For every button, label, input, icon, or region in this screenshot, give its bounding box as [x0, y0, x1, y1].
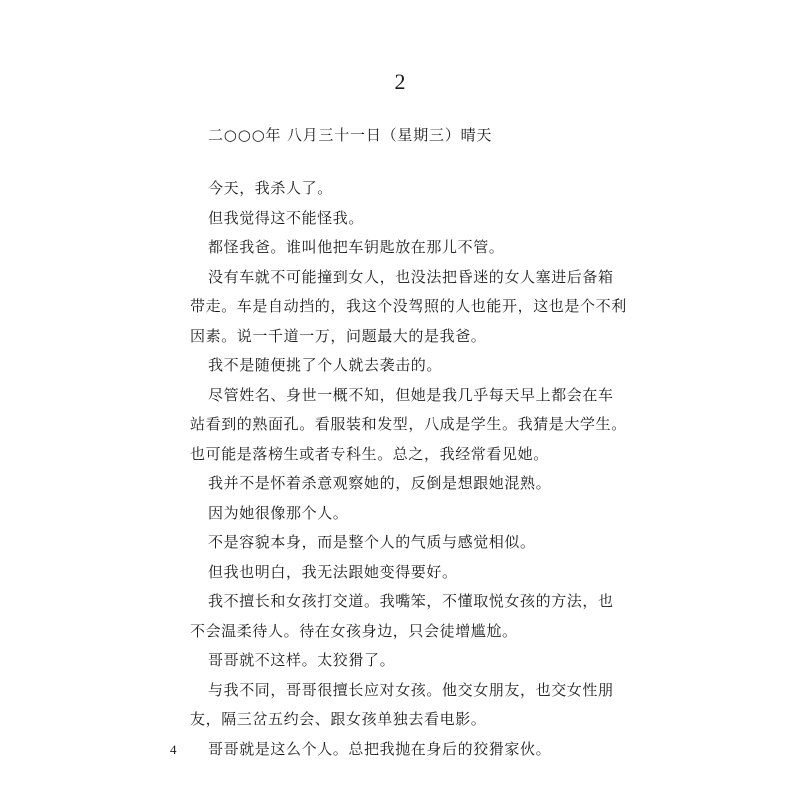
- paragraph: [190, 351, 600, 381]
- paragraph-line: 我不擅长和女孩打交道。我嘴笨，不懂取悦女孩的方法，也: [208, 592, 614, 610]
- paragraph: [190, 381, 627, 470]
- paragraph-line: 不是容貌本身，而是整个人的气质与感觉相似。: [208, 533, 536, 551]
- paragraph-line: 没有车就不可能撞到女人，也没法把昏迷的女人塞进后备箱: [208, 267, 614, 286]
- paragraph-line: 哥哥就是这么个人。总把我抛在身后的狡猾家伙。: [208, 739, 552, 758]
- paragraph: [190, 499, 600, 529]
- diary-date-heading: 二○○○年 八月三十一日（星期三）晴天: [208, 126, 493, 144]
- paragraph-line: 但我觉得这不能怪我。: [208, 208, 365, 227]
- paragraph-line: 今天，我杀人了。: [208, 179, 333, 197]
- page-number: 4: [170, 742, 177, 757]
- paragraph-line: 我不是随便挑了个人就去袭击的。: [208, 356, 443, 374]
- paragraph: [190, 558, 600, 588]
- paragraph-line: 不会温柔待人。待在女孩身边，只会徒增尴尬。: [190, 621, 518, 640]
- paragraph-line: 站看到的熟面孔。看服装和发型，八成是学生。我猜是大学生。: [190, 415, 627, 433]
- paragraph-line: 尽管姓名、身世一概不知，但她是我几乎每天早上都会在车: [208, 385, 614, 404]
- paragraph-line: 带走。车是自动挡的，我这个没驾照的人也能开，这也是个不利: [190, 297, 627, 315]
- paragraph-line: 因为她很像那个人。: [208, 503, 349, 522]
- paragraph-line: 我并不是怀着杀意观察她的，反倒是想跟她混熟。: [208, 474, 552, 492]
- paragraph-line: 友，隔三岔五约会、跟女孩单独去看电影。: [190, 710, 487, 728]
- chapter-number: 2: [394, 69, 406, 94]
- paragraph-line: 哥哥就不这样。太狡猾了。: [208, 651, 396, 669]
- paragraph-line: 因素。说一千道一万，问题最大的是我爸。: [190, 326, 487, 345]
- paragraph: [190, 735, 600, 765]
- body-text: [190, 174, 627, 764]
- paragraph: [190, 676, 614, 735]
- paragraph: [190, 646, 600, 676]
- paragraph: [190, 233, 600, 263]
- paragraph: [190, 528, 600, 558]
- paragraph-line: 也可能是落榜生或者专科生。总之，我经常看见她。: [190, 444, 549, 463]
- paragraph: [190, 204, 600, 234]
- paragraph-line: 与我不同，哥哥很擅长应对女孩。他交女朋友，也交女性朋: [208, 680, 614, 699]
- paragraph-line: 都怪我爸。谁叫他把车钥匙放在那儿不管。: [208, 238, 505, 256]
- paragraph: [190, 263, 627, 352]
- paragraph: [190, 469, 600, 499]
- paragraph: [190, 587, 614, 646]
- paragraph: [190, 174, 600, 204]
- paragraph-line: 但我也明白，我无法跟她变得要好。: [208, 562, 458, 581]
